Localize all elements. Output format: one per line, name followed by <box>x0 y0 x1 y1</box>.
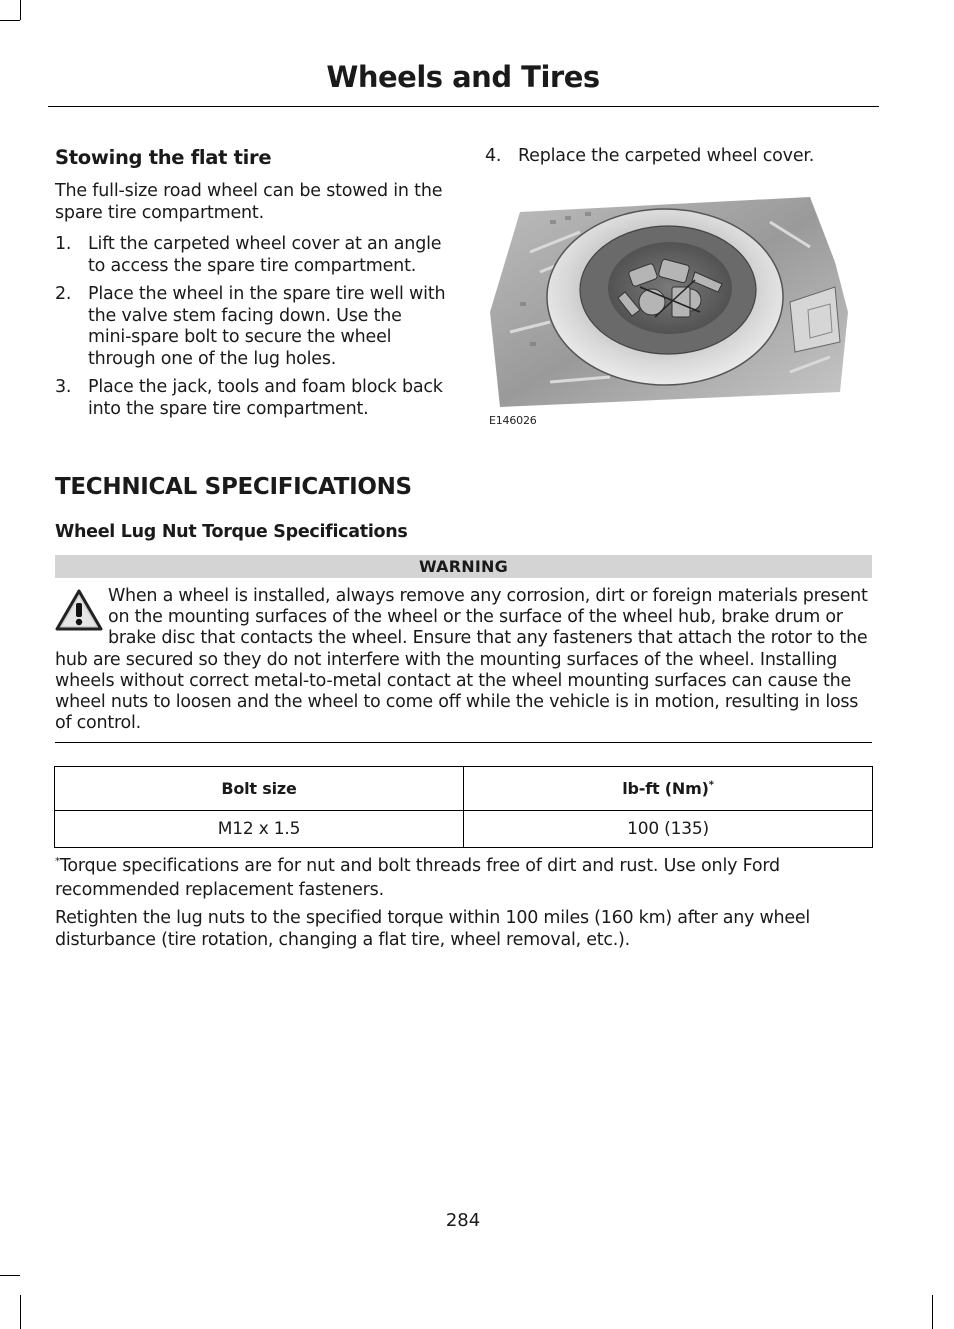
retighten-paragraph: Retighten the lug nuts to the specified torque within 100 miles (160 km) after any wheel disturbance (tire rotation, changing a flat tire, wheel removal, etc.). <box>55 908 810 950</box>
title-divider <box>48 106 879 107</box>
stowing-section-continued <box>485 146 875 175</box>
list-item <box>485 146 875 168</box>
crop-mark <box>0 20 20 21</box>
step-text: Replace the carpeted wheel cover. <box>518 146 815 166</box>
intro-paragraph: The full-size road wheel can be stowed in the spare tire compartment. <box>55 181 443 223</box>
footnote-text: Torque specifications are for nut and bolt threads free of dirt and rust. Use only Ford recommended replacement fasteners. <box>55 855 780 900</box>
steps-list <box>55 234 447 420</box>
section-heading: TECHNICAL SPECIFICATIONS <box>55 474 412 500</box>
footnote-mark: * <box>708 779 714 791</box>
column-header-bolt-size: Bolt size <box>55 767 464 811</box>
stowing-section <box>55 146 447 427</box>
warning-label: WARNING <box>55 555 872 578</box>
section-heading: Stowing the flat tire <box>55 146 272 169</box>
torque-spec-table <box>54 766 873 848</box>
step-number: 4. <box>485 146 502 166</box>
warning-divider <box>55 742 872 743</box>
page-number: 284 <box>445 1210 481 1231</box>
cell-torque: 100 (135) <box>464 811 873 848</box>
step-text: Lift the carpeted wheel cover at an angle to access the spare tire compartment. <box>88 234 442 276</box>
crop-mark <box>0 1275 20 1276</box>
warning-text-block <box>55 586 873 734</box>
warning-text: When a wheel is installed, always remove any corrosion, dirt or foreign materials present on the mounting surfaces of the wheel or the surface of the wheel hub, brake drum or brake disc that contacts the wheel. Ensure that any fasteners that attach the rotor to the hub are secured so they do not interfere with the mounting surfaces of the wheel. Installing wheels without correct metal-to-metal contact at the wheel mounting surfaces can cause the wheel nuts to loosen and the wheel to come off while the vehicle is in motion, resulting in loss of control. <box>55 586 868 734</box>
table-row <box>55 811 873 848</box>
step-number: 1. <box>55 234 72 254</box>
list-item <box>55 284 447 370</box>
footnote <box>55 850 875 902</box>
crop-mark <box>20 1295 21 1329</box>
subsection-heading: Wheel Lug Nut Torque Specifications <box>55 522 408 542</box>
step-number: 3. <box>55 377 72 397</box>
footnote-mark: * <box>55 856 60 867</box>
cell-bolt-size: M12 x 1.5 <box>55 811 464 848</box>
step-text: Place the wheel in the spare tire well with the valve stem facing down. Use the mini-spare bolt to secure the wheel through one of the lug holes. <box>88 284 446 369</box>
figure-id: E146026 <box>489 414 537 427</box>
spare-tire-illustration <box>490 192 850 410</box>
steps-list <box>485 146 875 168</box>
list-item <box>55 234 447 277</box>
step-text: Place the jack, tools and foam block back into the spare tire compartment. <box>88 377 443 419</box>
column-header-torque: lb-ft (Nm)* <box>464 767 873 811</box>
crop-mark <box>20 0 21 20</box>
step-number: 2. <box>55 284 72 304</box>
page-title: Wheels and Tires <box>326 60 600 94</box>
table-header-row <box>55 767 873 811</box>
list-item <box>55 377 447 420</box>
crop-mark <box>932 1295 933 1329</box>
